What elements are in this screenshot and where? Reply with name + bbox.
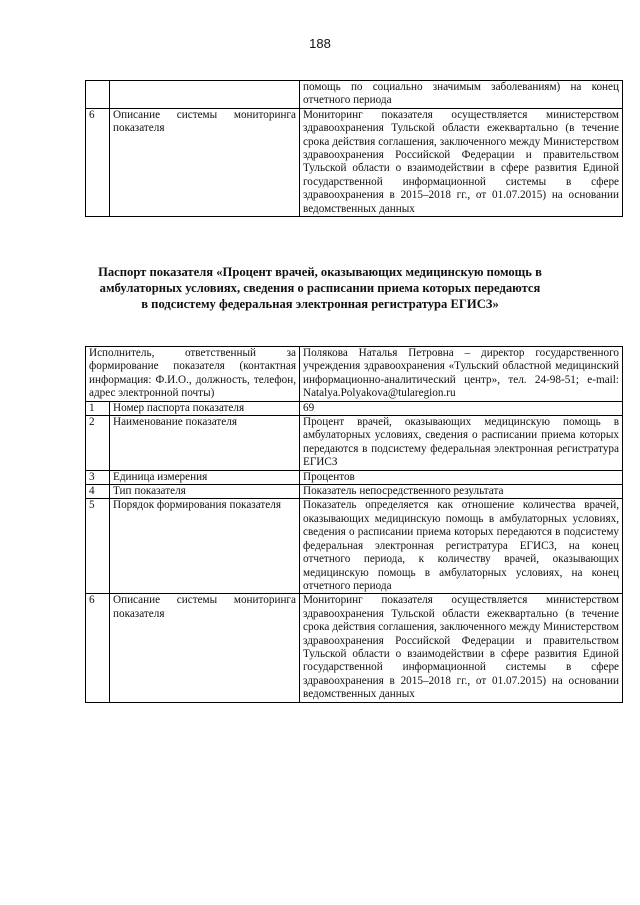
continuation-text: помощь по социально значимым заболеваниям) на конец отчетного периода	[300, 81, 623, 109]
row-number: 4	[86, 485, 110, 499]
table-row	[86, 499, 623, 594]
executor-value: Полякова Наталья Петровна – директор государственного учреждения здравоохранения «Тульский областной медицинский информационно-аналитический центр», тел. 24-98-51; e-mail: Natalya.Polyakova@tularegion.ru	[300, 347, 623, 402]
row-number: 6	[86, 594, 110, 702]
row-value: Процент врачей, оказывающих медицинскую помощь в амбулаторных условиях, сведения о расписании приема которых передаются в подсистему федеральная электронная регистратура ЕГИСЗ	[300, 416, 623, 471]
row-number: 5	[86, 499, 110, 594]
table-row	[86, 347, 623, 402]
row-value: Мониторинг показателя осуществляется министерством здравоохранения Тульской области ежеквартально (в течение срока действия соглашения, заключенного между Министерством здравоохранения Российской Федерации и правительством Тульской области о взаимодействии в сфере развития Единой государственной информационной системы в сфере здравоохранения в 2015–2018 гг., от 01.07.2015) на основании ведомственных данных	[300, 594, 623, 702]
row-value: Мониторинг показателя осуществляется министерством здравоохранения Тульской области ежеквартально (в течение срока действия соглашения, заключенного между Министерством здравоохранения Российской Федерации и правительством Тульской области о взаимодействии в сфере развития Единой государственной информационной системы в сфере здравоохранения в 2015–2018 гг., от 01.07.2015) на основании ведомственных данных	[300, 108, 623, 216]
table-row	[86, 416, 623, 471]
row-label: Описание системы мониторинга показателя	[110, 594, 300, 702]
row-value: 69	[300, 401, 623, 415]
row-label: Описание системы мониторинга показателя	[110, 108, 300, 216]
table-cell-empty	[110, 81, 300, 109]
page-number: 188	[309, 36, 331, 51]
table-row	[86, 594, 623, 702]
table-row	[86, 401, 623, 415]
indicator-passport-table	[85, 346, 623, 703]
table-row	[86, 485, 623, 499]
top-continuation-table	[85, 80, 623, 217]
row-label: Наименование показателя	[110, 416, 300, 471]
row-number: 6	[86, 108, 110, 216]
table-row	[86, 81, 623, 109]
row-label: Единица измерения	[110, 470, 300, 484]
row-label: Тип показателя	[110, 485, 300, 499]
table-cell-empty	[86, 81, 110, 109]
row-number: 3	[86, 470, 110, 484]
passport-title: Паспорт показателя «Процент врачей, оказывающих медицинскую помощь в амбулаторных условиях, сведения о расписании приема которых передаются в подсистему федеральная электронная регистратура ЕГИСЗ»	[98, 265, 542, 311]
row-number: 2	[86, 416, 110, 471]
table-row	[86, 108, 623, 216]
row-number: 1	[86, 401, 110, 415]
row-label: Порядок формирования показателя	[110, 499, 300, 594]
row-value: Показатель непосредственного результата	[300, 485, 623, 499]
row-label: Номер паспорта показателя	[110, 401, 300, 415]
executor-label: Исполнитель, ответственный за формирование показателя (контактная информация: Ф.И.О., должность, телефон, адрес электронной почты)	[86, 347, 300, 402]
table-row	[86, 470, 623, 484]
row-value: Показатель определяется как отношение количества врачей, оказывающих медицинскую помощь в амбулаторных условиях, сведения о расписании приема которых передаются в подсистему федеральная электронная регистратура ЕГИСЗ, на конец отчетного периода, к количеству врачей, оказывающих медицинскую помощь в амбулаторных условиях, на конец отчетного периода	[300, 499, 623, 594]
row-value: Процентов	[300, 470, 623, 484]
